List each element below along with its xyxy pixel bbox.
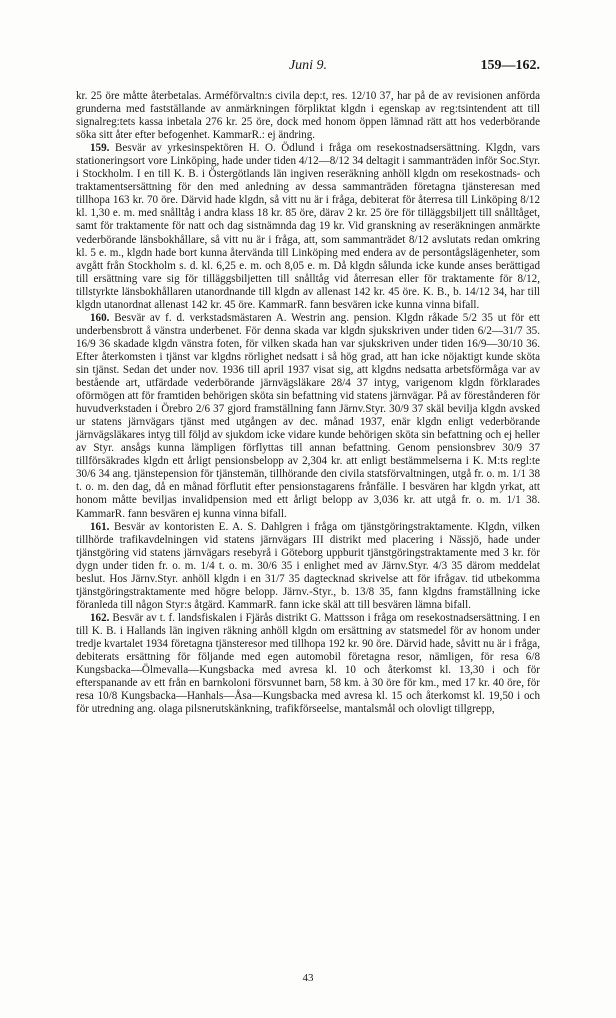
paragraph-162: [76, 612, 540, 716]
paragraph-161: [76, 521, 540, 612]
paragraph-number: 160.: [90, 311, 110, 324]
page-header: [76, 56, 540, 78]
page-header-range: 159—162.: [480, 58, 540, 73]
paragraph-number: 159.: [90, 142, 110, 155]
paragraph-159: [76, 142, 540, 312]
paragraph-text: kr. 25 öre måtte återbetalas. Arméförvaltn:s civila dep:t, res. 12/10 37, har på de av revisionen anförda grunderna med fastställande av anmärkningen förpliktat klgdn i egenskap av reg:tsintendent att till signalreg:tets kassa inbetala 276 kr. 25 öre, dock med honom öppen lämnad rätt att hos vederbörande söka sitt åter efter befogenhet. KammarR.: ej ändring.: [76, 90, 540, 142]
paragraph-text: Besvär av f. d. verkstadsmästaren A. Westrin ang. pension. Klgdn råkade 5/2 35 ut för ett underbensbrott å vänstra underbenet. För denna skada var klgdn sjukskriven under tiden 6/2—31/7 35. 16/9 36 skadade klgdn vänstra foten, för vilken skada han var sjukskriven under tiden 16/9—30/10 36. Efter återkomsten i tjänst var klgdns rörlighet nedsatt i så hög grad, att han icke nöjaktigt kunde sköta sin tjänst. Sedan det under nov. 1936 till april 1937 visat sig, att klgdns nedsatta arbetsförmåga var av bestående art, utfärdade vederbörande järnvägsläkare 28/4 37 intyg, varigenom klgdn förklarades oförmögen att för framtiden behörigen sköta sin befattning vid statens järnvägar. På av förestånderen för huvudverkstaden i Örebro 2/6 37 gjord framställning fann Järnv.Styr. 30/9 37 skäl bevilja klgdn avsked ur statens järnvägars tjänst med utgången av dec. månad 1937, enär klgdn enligt vederbörande järnvägsläkares intyg till följd av sjukdom icke vidare kunde behörigen sköta sin befattning och ej heller av Styr. ansågs kunna lämpligen förflyttas till annan befattning. Genom pensionsbrev 30/9 37 tillförsäkrades klgdn ett årligt pensionsbelopp av 2,304 kr. att enligt bestämmelserna i K. M:ts regl:te 30/6 34 ang. tjänstepension för tjänstemän, tillhörande den civila statsförvaltningen, utgå fr. o. m. 1/1 38 t. o. m. den dag, då en månad förflutit efter pensionstagarens frånfälle. I besvären har klgdn yrkat, att honom måtte beviljas invalidpension med ett årligt belopp av 3,036 kr. att utgå fr. o. m. 1/1 38. KammarR. fann besvären ej kunna vinna bifall.: [76, 311, 540, 520]
paragraph-text: Besvär av t. f. landsfiskalen i Fjärås distrikt G. Mattsson i fråga om resekostnadsersättning. I en till K. B. i Hallands län ingiven räkning anhöll klgdn om ersättning av statsmedel för av honom under tredje kvartalet 1934 företagna tjänsteresor med tillhopa 192 kr. 90 öre. Därvid hade, såvitt nu är i fråga, debiterats ersättning för följande med egen automobil företagna resor, nämligen, för resa 6/8 Kungsbacka—Ölmevalla—Kungsbacka med avresa kl. 10 och återkomst kl. 13,30 i och för efterspanande av ett från en barnkoloni försvunnet barn, 58 km. à 30 öre för km., med 17 kr. 40 öre, för resa 10/8 Kungsbacka—Hanhals—Åsa—Kungsbacka med avresa kl. 15 och återkomst kl. 19,50 i och för utredning ang. olaga pilsnerutskänkning, trafikförseelse, mantalsmål och olovligt tillgrepp,: [76, 611, 540, 716]
paragraph-continuation: [76, 90, 540, 142]
document-body: [76, 90, 540, 716]
paragraph-number: 162.: [90, 611, 110, 624]
page-header-title: Juni 9.: [288, 58, 328, 73]
paragraph-text: Besvär av kontoristen E. A. S. Dahlgren i fråga om tjänstgöringstraktamente. Klgdn, vilken tillhörde trafikavdelningen vid statens järnvägars III distrikt med placering i Nässjö, hade under tjänstgöring vid statens järnvägars resebyrå i Göteborg uppburit tjänstgöringstraktamente med 3 kr. för dygn under tiden fr. o. m. 1/4 t. o. m. 30/6 35 i enlighet med av Järnv.Styr. 4/3 35 därom meddelat beslut. Hos Järnv.Styr. anhöll klgdn i en 31/7 35 dagtecknad skrivelse att för ifrågav. tid utbekomma tjänstgöringstraktamente med högre belopp. Järnv.-Styr., b. 13/8 35, fann klgdns framställning icke föranleda till någon Styr:s åtgärd. KammarR. fann icke skäl att till besvären lämna bifall.: [76, 520, 540, 611]
page-footer: [0, 972, 616, 984]
paragraph-text: Besvär av yrkesinspektören H. O. Ödlund i fråga om resekostnadsersättning. Klgdn, vars stationeringsort vore Linköping, hade under tiden 4/12—8/12 34 deltagit i sammanträden inför Soc.Styr. i Stockholm. I en till K. B. i Östergötlands län ingiven reseräkning anhöll klgdn om resekostnads- och traktamentsersättning för den med anledning av dessa sammanträden företagna tjänsteresan med tillhopa 163 kr. 70 öre. Därvid hade klgdn, så vitt nu är i fråga, debiterat för återresa till Linköping 8/12 kl. 1,30 e. m. med snålltåg i andra klass 18 kr. 85 öre, därav 2 kr. 25 öre för tilläggsbiljett till snålltåget, samt för traktamente för natt och dag sistnämnda dag 19 kr. Vid granskning av reseräkningen anmärkte vederbörande länsbokhållare, så vitt nu är i fråga, att, som sammanträdet 8/12 avslutats redan omkring kl. 5 e. m., klgdn hade bort kunna återvända till Linköping med endera av de persontågslägenheter, som avgått från Stockholm s. d. kl. 6,25 e. m. och 8,05 e. m. Då klgdn sålunda icke kunde anses berättigad till ersättning vare sig för tilläggsbiljetten till snålltåg vid återresan eller för traktamente för 8/12, tillstyrkte länsbokhållaren utanordnande till klgdn av allenast 142 kr. 45 öre. K. B., b. 14/12 34, har till klgdn utanordnat allenast 142 kr. 45 öre. KammarR. fann besvären icke kunna vinna bifall.: [76, 142, 540, 311]
paragraph-160: [76, 312, 540, 521]
paragraph-number: 161.: [90, 520, 110, 533]
page-number: 43: [302, 972, 314, 984]
